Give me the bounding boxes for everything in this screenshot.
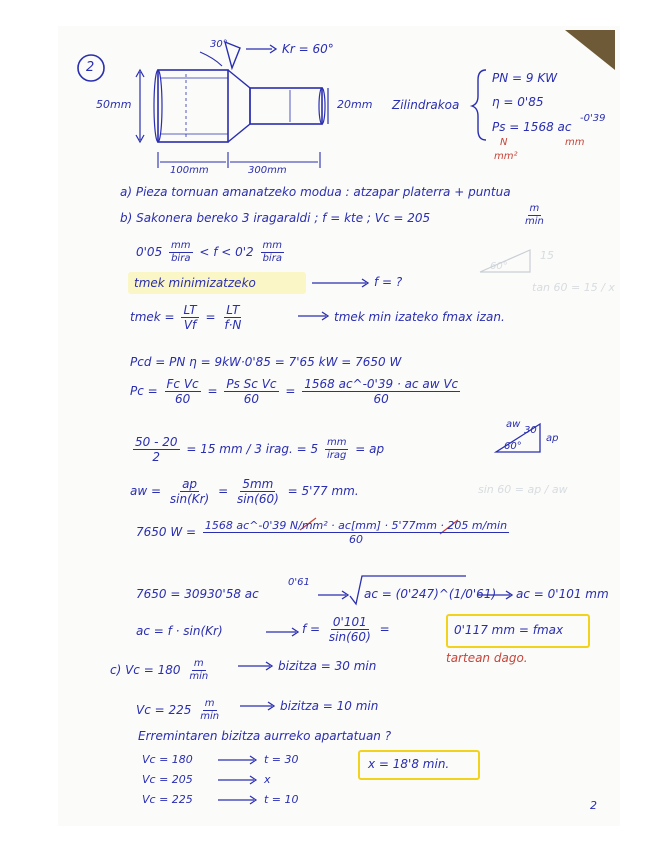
ap-f-den: 2 xyxy=(152,450,161,464)
part-c-question: Erremintaren bizitza aurreko apartatuan ? xyxy=(138,729,392,743)
f-label: f = xyxy=(302,622,321,636)
param-eta: η = 0'85 xyxy=(492,95,544,109)
table-row-2-vc: Vc = 205 xyxy=(142,773,193,786)
aw-lhs: aw = xyxy=(130,484,162,498)
range-mid: < f < 0'2 xyxy=(199,245,254,259)
f-equation: f = $\frac{0'101}{\sin(60)}$ = xyxy=(302,615,390,644)
ap-equation xyxy=(130,436,384,463)
page-number: 2 xyxy=(590,799,597,812)
solve-mid: ac = (0'247)^(1/0'61) xyxy=(364,587,497,601)
tmek-f1-den: Vf xyxy=(183,318,197,332)
param-ps-unit-mm: mm xyxy=(565,137,585,148)
power-den: 60 xyxy=(348,533,363,546)
range-unit2-den: bira xyxy=(262,253,282,264)
power-num: 1568 ac^-0'39 N/mm² · ac[mm] · 5'77mm · 205 m/min xyxy=(204,519,508,532)
range-unit2-num: mm xyxy=(262,240,283,251)
part-c-answer: x = 18'8 min. xyxy=(368,757,450,771)
tmek-lhs: tmek = xyxy=(130,310,175,324)
kr-label: Kr = 60° xyxy=(282,42,334,56)
aw-equation: aw = $\frac{ap}{\sin(Kr)}$ = $\frac{5mm}{\sin(60)}$ = 5'77 mm. xyxy=(130,477,359,506)
solve-rhs: ac = 0'101 mm xyxy=(516,587,609,601)
power-equation xyxy=(136,520,512,545)
param-ps-unit-mm2: mm² xyxy=(494,151,518,162)
part-c-u-den: min xyxy=(189,671,209,682)
ghost-mark-angle: 60° xyxy=(490,261,508,272)
table-row-3-vc: Vc = 225 xyxy=(142,793,193,806)
part-c-row2 xyxy=(136,699,224,722)
f-num: 0'101 xyxy=(332,615,367,629)
range-left: 0'05 xyxy=(136,245,163,259)
table-row-3-t: t = 10 xyxy=(264,793,299,806)
tmek-f2-den: f·N xyxy=(224,318,242,332)
part-c-u2-num: m xyxy=(204,698,215,709)
diameter-right: 20mm xyxy=(337,98,373,111)
f-result: 0'117 mm = fmax xyxy=(454,623,564,637)
triangle-angle-60: 60° xyxy=(504,441,522,452)
part-c-line2-rhs: bizitza = 10 min xyxy=(280,699,379,713)
aw-rhs: = 5'77 mm. xyxy=(287,484,359,498)
pc-f1-num: Fc Vc xyxy=(166,377,199,391)
ap-mid: = 15 mm / 3 irag. = 5 xyxy=(186,442,319,456)
param-ps: Ps = 1568 ac xyxy=(492,120,572,134)
problem-number: 2 xyxy=(86,60,95,75)
pc-f3-num: 1568 ac^-0'39 · ac aw Vc xyxy=(304,377,459,391)
tmek-min-text: tmek minimizatzeko xyxy=(134,276,256,290)
tmek-f1-num: LT xyxy=(183,303,197,317)
vc-unit xyxy=(520,204,549,227)
ap-u-num: mm xyxy=(326,437,347,448)
vc-unit-num: m xyxy=(529,203,540,214)
triangle-aw: aw xyxy=(506,419,521,430)
param-ps-exponent: -0'39 xyxy=(580,113,606,124)
cylinder-label: Zilindrakoa xyxy=(392,98,460,112)
tmek-f2-num: LT xyxy=(226,303,240,317)
sin-note: sin 60 = ap / aw xyxy=(478,483,568,496)
tmek-equation: tmek = $\frac{LT}{Vf}$ = $\frac{LT}{f\cdot N}$ xyxy=(130,303,242,332)
ap-f-num: 50 - 20 xyxy=(135,435,178,449)
table-row-1-vc: Vc = 180 xyxy=(142,753,193,766)
solve-exponent: 0'61 xyxy=(288,577,310,588)
power-lhs: 7650 W = xyxy=(136,525,197,539)
pc-equation: Pc = $\frac{\text{Fc Vc}}{60}$ = $\frac{\text{Ps Sc Vc}}{60}$ = $\frac{\text{1568 ac\textasciicircum{}-0'39 · ac aw Vc}}{60}$ xyxy=(130,377,459,406)
aw-f2-den: sin(60) xyxy=(236,492,279,506)
pc-f3-den: 60 xyxy=(373,392,389,406)
ghost-mark-15: 15 xyxy=(540,249,554,262)
ap-rhs: = ap xyxy=(355,442,385,456)
range-row xyxy=(136,241,287,264)
pc-lhs: Pc = xyxy=(130,384,158,398)
part-c-u-num: m xyxy=(193,658,204,669)
tmek-rhs: tmek min izateko fmax izan. xyxy=(334,310,505,324)
triangle-angle-30: 30 xyxy=(524,425,537,436)
part-b-text: b) Sakonera bereko 3 iragaraldi ; f = kte ; Vc = 205 xyxy=(120,211,431,225)
length-right: 300mm xyxy=(248,165,287,176)
diameter-left: 50mm xyxy=(96,98,132,111)
tmek-f-question: f = ? xyxy=(374,275,403,289)
vc-unit-den: min xyxy=(525,216,544,227)
aw-f1-num: ap xyxy=(182,477,198,491)
pc-f2-num: Ps Sc Vc xyxy=(226,377,277,391)
f-note: tartean dago. xyxy=(446,651,528,665)
part-c-line1-rhs: bizitza = 30 min xyxy=(278,659,377,673)
range-unit-den: bira xyxy=(171,253,191,264)
param-pn: PN = 9 KW xyxy=(492,71,558,85)
part-c-line2: Vc = 225 xyxy=(136,703,192,717)
angle-label: 30° xyxy=(210,39,228,50)
length-left: 100mm xyxy=(170,165,209,176)
part-c-row1 xyxy=(110,659,213,682)
f-eq-lhs: ac = f · sin(Kr) xyxy=(136,624,223,638)
pc-f1-den: 60 xyxy=(174,392,191,406)
table-row-1-t: t = 30 xyxy=(264,753,299,766)
range-unit-num: mm xyxy=(171,240,191,251)
pc-f2-den: 60 xyxy=(243,392,260,406)
param-ps-unit-n: N xyxy=(500,137,508,148)
table-row-2-t: x xyxy=(264,773,271,786)
ghost-mark-tan: tan 60 = 15 / x xyxy=(532,281,615,294)
aw-f2-num: 5mm xyxy=(242,477,274,491)
ap-u-den: irag xyxy=(327,450,347,461)
part-c-line1: c) Vc = 180 xyxy=(110,663,181,677)
part-a-text: a) Pieza tornuan amanatzeko modua : atzapar platerra + puntua xyxy=(120,185,511,199)
f-den: sin(60) xyxy=(328,630,371,644)
aw-f1-den: sin(Kr) xyxy=(169,492,210,506)
part-c-u2-den: min xyxy=(200,711,220,722)
solve-lhs: 7650 = 30930'58 ac xyxy=(136,587,259,601)
triangle-ap: ap xyxy=(546,433,559,444)
pcd-equation: Pcd = PN η = 9kW·0'85 = 7'65 kW = 7650 W xyxy=(130,355,402,369)
